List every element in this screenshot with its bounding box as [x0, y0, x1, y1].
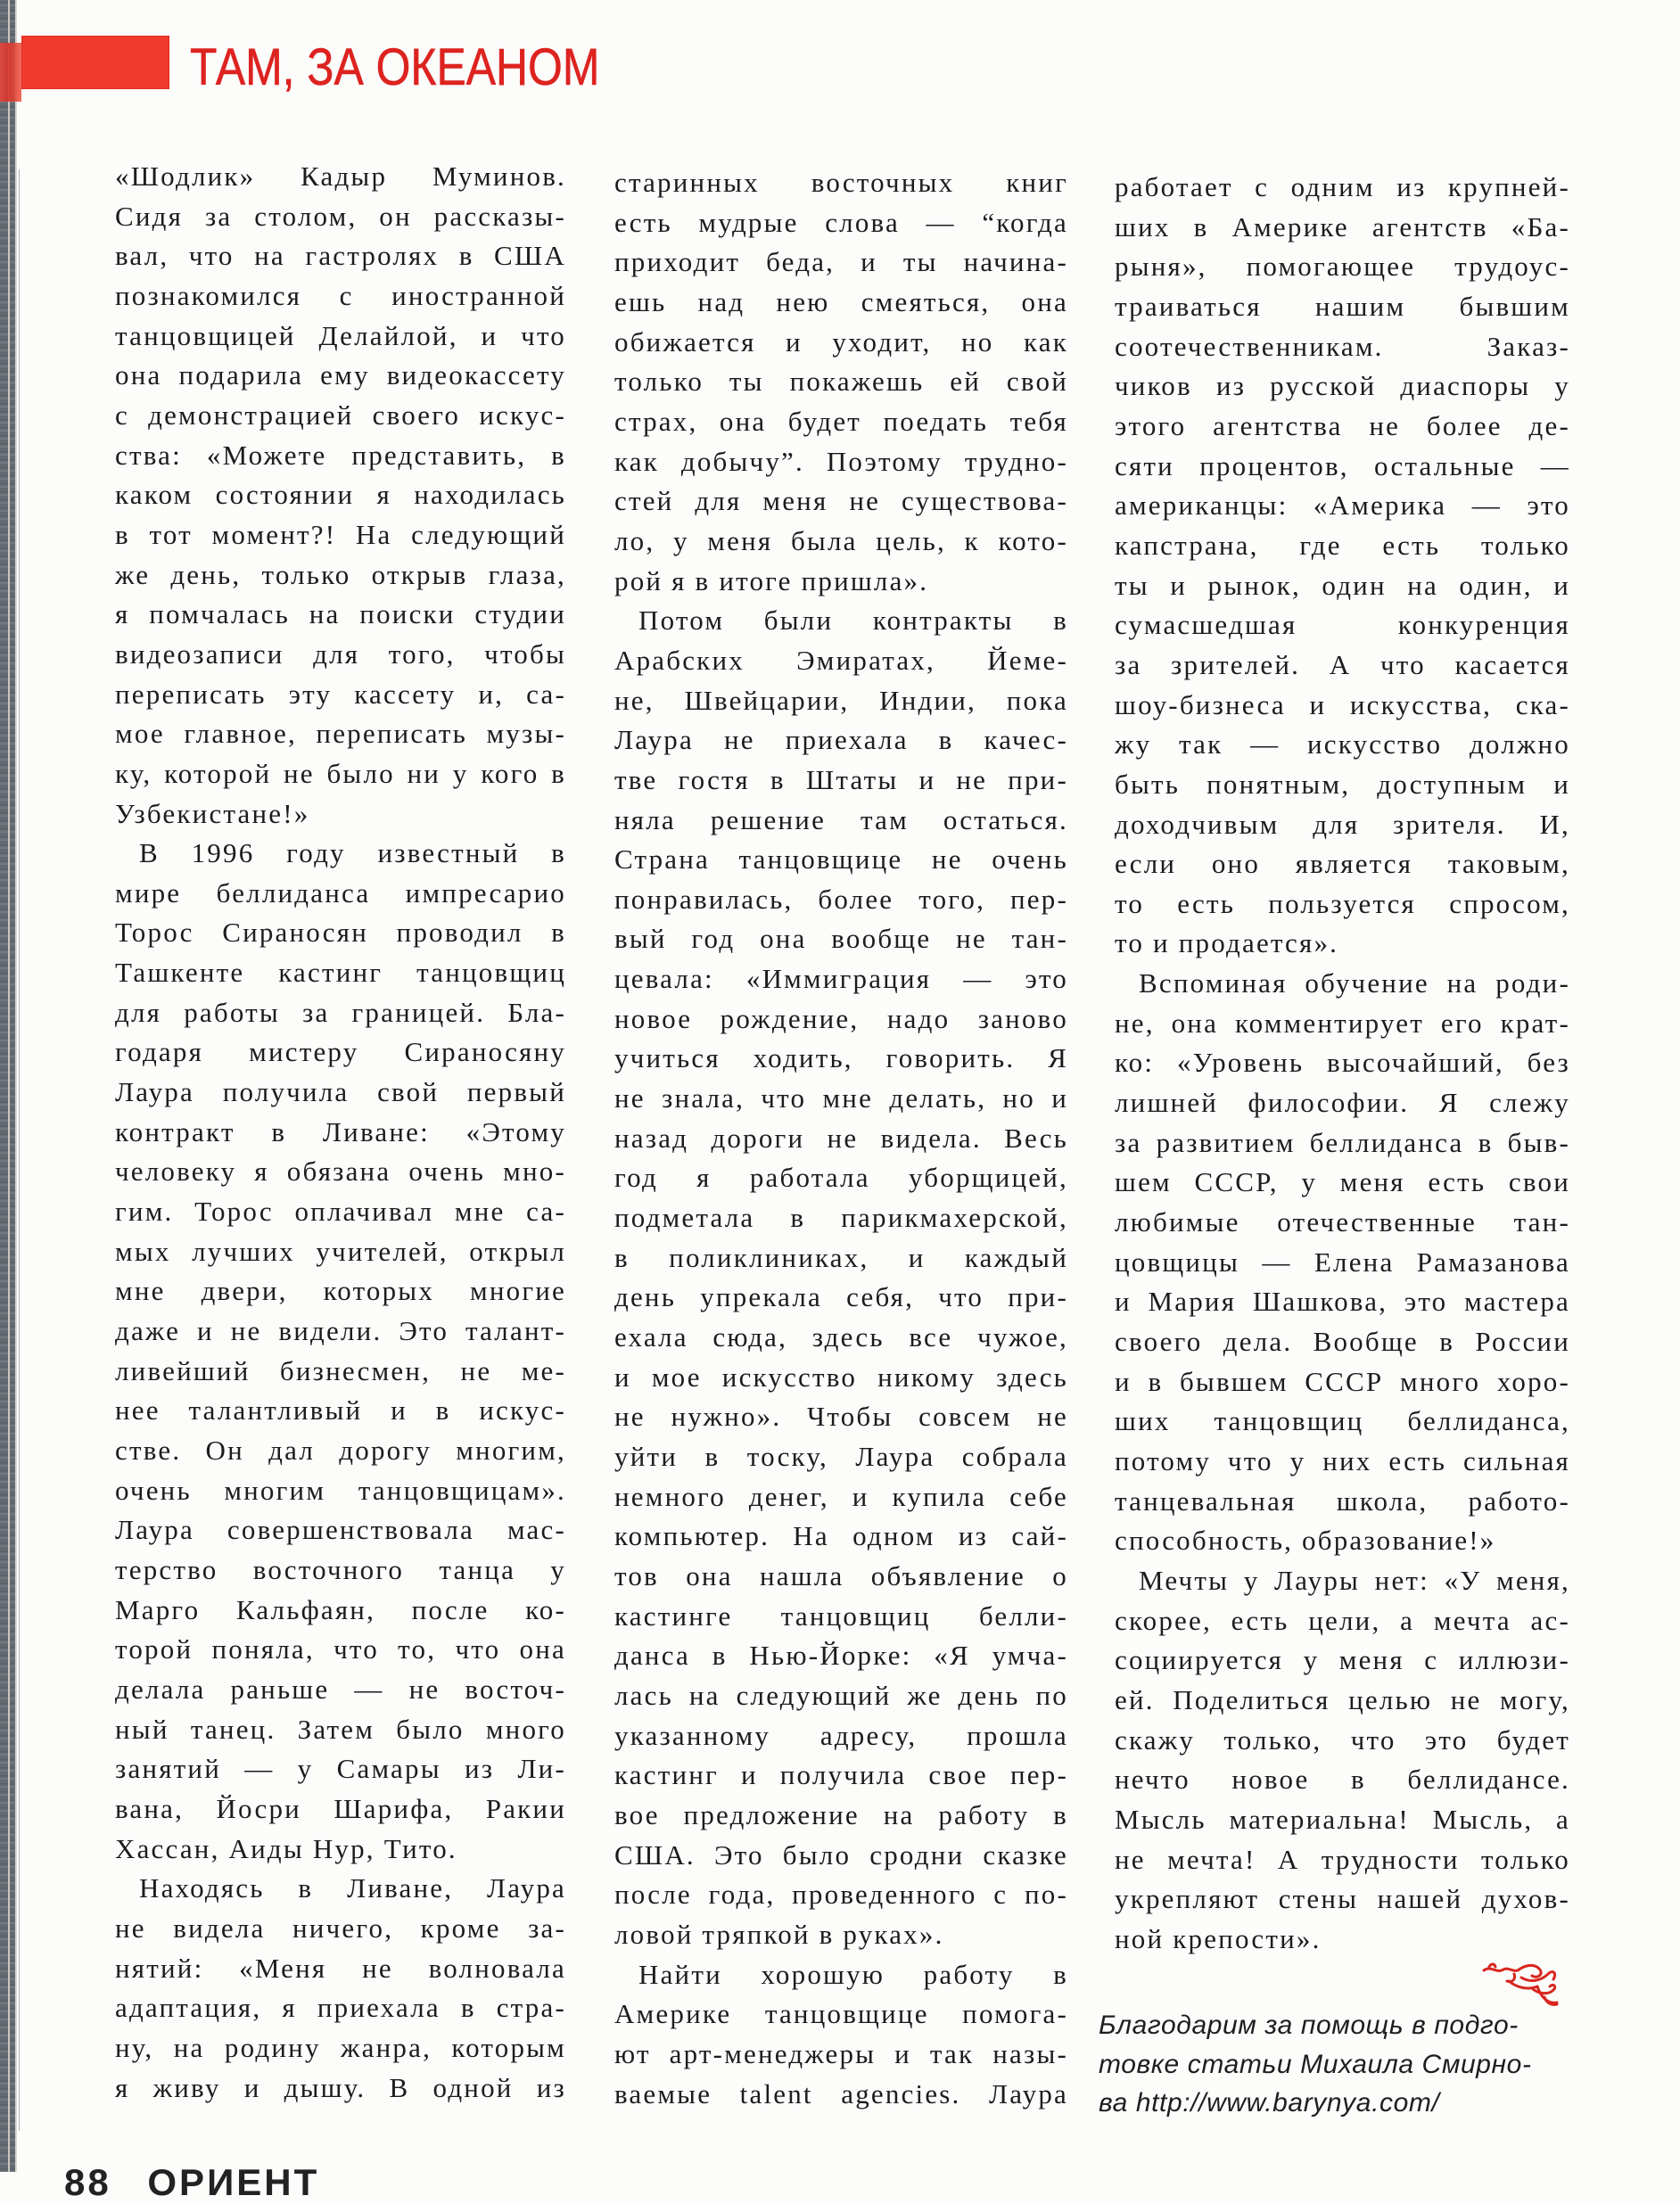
text-line: не знала, что мне делать, но и [614, 1082, 1068, 1114]
text-line: Узбекистане!» [115, 797, 310, 829]
text-line: рой я в итоге пришла». [614, 564, 929, 596]
text-line: учиться ходить, говорить. Я [614, 1042, 1068, 1074]
text-line: и Мария Шашкова, это мастера [1115, 1286, 1570, 1318]
text-line: Ташкенте кастинг танцовщиц [115, 957, 566, 989]
text-line: Сидя за столом, он рассказы- [115, 200, 566, 232]
text-line: ловой тряпкой в руках». [614, 1918, 944, 1950]
text-line: с демонстрацией своего искус- [115, 399, 566, 431]
text-line: Найти хорошую работу в [638, 1958, 1068, 1990]
text-line: нятий: «Меня не волновала [115, 1952, 566, 1984]
text-line: понравилась, более того, пер- [614, 883, 1068, 915]
text-line: компьютер. На одном из сай- [614, 1520, 1068, 1552]
text-line: и мое искусство никому здесь [614, 1361, 1068, 1393]
text-line: В 1996 году известный в [139, 837, 566, 869]
text-line: стве. Он дал дорогу многим, [115, 1435, 566, 1466]
text-line: же день, только открыв глаза, [115, 558, 566, 590]
text-line: указанному адресу, прошла [614, 1719, 1068, 1751]
text-line: даже и не видели. Это талант- [115, 1315, 566, 1347]
text-line: годаря мистеру Сираносяну [115, 1036, 566, 1068]
text-line: «Шодлик» Кадыр Муминов. [115, 160, 566, 192]
text-line: новое рождение, надо заново [614, 1002, 1068, 1034]
section-title: ТАМ, ЗА ОКЕАНОМ [190, 38, 600, 96]
text-line: мых лучших учителей, открыл [115, 1235, 566, 1267]
text-line: контракт в Ливане: «Этому [115, 1115, 566, 1147]
text-line: цевала: «Иммиграция — это [614, 963, 1068, 995]
page-binding-edge [0, 0, 17, 2172]
article-column-3 [1115, 168, 1570, 1960]
credit-line: товке статьи Михаила Смирно- [1099, 2049, 1532, 2079]
text-line: уйти в тоску, Лаура собрала [614, 1441, 1068, 1472]
text-line: ты и рынок, один на один, и [1115, 569, 1570, 601]
text-line: социируется у меня с иллюзи- [1115, 1644, 1570, 1676]
text-line: занятий — у Самары из Ли- [115, 1753, 566, 1785]
text-line: Потом были контракты в [638, 604, 1068, 637]
text-line: Лаура совершенствовала мас- [115, 1514, 566, 1546]
text-line: познакомился с иностранной [115, 279, 566, 311]
credit-line: Благодарим за помощь в подго- [1099, 2011, 1519, 2040]
text-line: танцовщицей Делайлой, и что [115, 319, 566, 351]
text-line: торой поняла, что то, что она [115, 1633, 566, 1665]
text-line: ло, у меня была цель, к кото- [614, 524, 1068, 556]
text-line: вый год она вообще не тан- [614, 923, 1068, 955]
article-column-1 [115, 157, 566, 2108]
text-line: видеозаписи для того, чтобы [115, 637, 566, 670]
text-line: Лаура получила свой первый [115, 1076, 566, 1108]
text-line: год я работала уборщицей, [614, 1162, 1068, 1194]
text-line: как добычу”. Поэтому трудно- [614, 445, 1068, 477]
text-line: потому что у них есть сильная [1115, 1445, 1570, 1476]
text-line: работает с одним из крупней- [1115, 171, 1570, 202]
text-line: ко: «Уровень высочайший, без [1115, 1047, 1570, 1079]
text-line: кастинг и получила свое пер- [614, 1759, 1068, 1791]
acknowledgement-credit [1099, 2006, 1580, 2123]
section-color-block [21, 36, 169, 89]
text-line: подметала в парикмахерской, [614, 1202, 1068, 1234]
text-line: жу так — искусство должно [1115, 728, 1570, 761]
text-line: американцы: «Америка — это [1115, 489, 1570, 522]
text-line: старинных восточных книг [614, 167, 1068, 198]
text-line: лась на следующий же день по [614, 1679, 1068, 1711]
text-line: капстрана, где есть только [1115, 529, 1570, 561]
text-line: соотечественникам. Заказ- [1115, 330, 1570, 362]
text-line: вое предложение на работу в [614, 1798, 1068, 1830]
text-line: день упрекала себя, что при- [614, 1281, 1068, 1313]
text-line: Страна танцовщице не очень [614, 843, 1068, 876]
text-line: в поликлиниках, и каждый [614, 1241, 1068, 1273]
text-line: не мечта! А трудности только [1115, 1843, 1570, 1875]
text-line: я живу и дышу. В одной из [115, 2071, 566, 2103]
text-line: делала раньше — не восточ- [115, 1673, 566, 1705]
text-line: Арабских Эмиратах, Йеме- [614, 644, 1068, 676]
text-line: шем СССР, у меня есть свои [1115, 1166, 1570, 1198]
text-line: только ты покажешь ей свой [614, 366, 1068, 398]
page-number: 88 [64, 2161, 111, 2203]
text-line: ших в Америке агентств «Ба- [1115, 210, 1570, 243]
credit-line-with-link: ва http://www.barynya.com/ [1099, 2088, 1440, 2118]
text-line: Находясь в Ливане, Лаура [139, 1872, 566, 1904]
text-line: цовщицы — Елена Рамазанова [1115, 1246, 1570, 1278]
text-line: мне двери, которых многие [115, 1275, 566, 1307]
text-line: и в бывшем СССР много хоро- [1115, 1365, 1570, 1397]
text-line: кастинге танцовщиц белли- [614, 1600, 1068, 1632]
text-line: нее талантливый и в искус- [115, 1394, 566, 1427]
text-line: ваемые talent agencies. Лаура [614, 2077, 1068, 2109]
text-line: траиваться нашим бывшим [1115, 290, 1570, 322]
text-line: любимые отечественные тан- [1115, 1206, 1570, 1238]
margin-rule [19, 169, 20, 2131]
text-line: лишней философии. Я слежу [1115, 1087, 1570, 1119]
text-line: то есть пользуется спросом, [1115, 887, 1570, 919]
text-line: скорее, есть цели, а мечта ас- [1115, 1604, 1570, 1636]
text-line: приходит беда, и ты начина- [614, 246, 1068, 278]
text-line: Торос Сираносян проводил в [115, 917, 566, 949]
magazine-name: ОРИЕНТ [147, 2161, 320, 2203]
text-line: скажу только, что это будет [1115, 1723, 1570, 1756]
text-line: обижается и уходит, но как [614, 325, 1068, 358]
text-line: каком состоянии я находилась [115, 479, 566, 511]
text-line: гим. Торос оплачивал мне са- [115, 1196, 566, 1228]
text-line: ства: «Можете представить, в [115, 439, 566, 471]
text-line: Вспоминая обучение на роди- [1139, 967, 1570, 999]
text-line: тов она нашла объявление о [614, 1559, 1068, 1591]
text-line: доходчивым для зрителя. И, [1115, 808, 1570, 840]
text-line: стей для меня не существова- [614, 485, 1068, 517]
binding-red-mark [0, 43, 21, 102]
text-line: быть понятным, доступным и [1115, 768, 1570, 800]
text-line: не видела ничего, кроме за- [115, 1912, 566, 1944]
text-line: ехала сюда, здесь все чужое, [614, 1321, 1068, 1353]
text-line: за развитием беллиданса в быв- [1115, 1126, 1570, 1158]
text-line: США. Это было сродни сказке [614, 1838, 1068, 1871]
text-line: назад дороги не видела. Весь [614, 1122, 1068, 1154]
text-line: Америке танцовщице помога- [614, 1998, 1068, 2030]
text-line: шоу-бизнеса и искусства, ска- [1115, 688, 1570, 720]
text-line: не, Швейцарии, Индии, пока [614, 684, 1068, 716]
text-line: вана, Йосри Шарифа, Ракии [115, 1792, 566, 1824]
text-line: переписать эту кассету и, са- [115, 678, 566, 710]
text-line: то и продается». [1115, 927, 1339, 959]
text-line: этого агентства не более де- [1115, 409, 1570, 441]
text-line: данса в Нью-Йорке: «Я умча- [614, 1640, 1068, 1672]
text-line: для работы за границей. Бла- [115, 996, 566, 1028]
text-line: человеку я обязана очень мно- [115, 1155, 566, 1188]
text-line: она подарила ему видеокассету [115, 359, 566, 391]
text-line: сумасшедшая конкуренция [1115, 609, 1570, 641]
article-column-2 [614, 163, 1068, 2114]
text-line: Мечты у Лауры нет: «У меня, [1139, 1564, 1570, 1596]
text-line: танцевальная школа, работо- [1115, 1484, 1570, 1517]
text-line: мире беллиданса импресарио [115, 876, 566, 909]
text-line: за зрителей. А что касается [1115, 648, 1570, 680]
text-line: ну, на родину жанра, которым [115, 2031, 566, 2063]
text-line: немного денег, и купила себе [614, 1480, 1068, 1512]
text-line: в тот момент?! На следующий [115, 518, 566, 550]
text-line: ешь над нею смеяться, она [614, 285, 1068, 317]
text-line: ют арт-менеджеры и так назы- [614, 2037, 1068, 2069]
text-line: няла решение там остаться. [614, 803, 1068, 835]
text-line: способность, образование!» [1115, 1525, 1496, 1557]
text-line: укрепляют стены нашей духов- [1115, 1883, 1570, 1915]
red-floral-ornament-icon [1482, 1961, 1559, 2008]
text-line: не, она комментирует его крат- [1115, 1007, 1570, 1039]
text-line: ный танец. Затем было много [115, 1713, 566, 1745]
text-line: я помчалась на поиски студии [115, 598, 566, 630]
text-line: мое главное, переписать музы- [115, 718, 566, 750]
text-line: после года, проведенного с по- [614, 1879, 1068, 1911]
text-line: ной крепости». [1115, 1922, 1322, 1954]
text-line: сяти процентов, остальные — [1115, 449, 1570, 481]
text-line: вал, что на гастролях в США [115, 240, 566, 272]
text-line: рыня», помогающее трудоус- [1115, 251, 1570, 283]
text-line: терство восточного танца у [115, 1553, 566, 1585]
text-line: не нужно». Чтобы совсем не [614, 1401, 1068, 1433]
text-line: ку, которой не было ни у кого в [115, 757, 566, 789]
text-line: Хассан, Аиды Нур, Тито. [115, 1832, 457, 1864]
text-line: Лаура не приехала в качес- [614, 724, 1068, 756]
text-line: если оно является таковым, [1115, 848, 1570, 880]
text-line: Мысль материальна! Мысль, а [1115, 1803, 1570, 1835]
text-line: адаптация, я приехала в стра- [115, 1992, 566, 2024]
text-line: тве гостя в Штаты и не при- [614, 763, 1068, 795]
text-line: чиков из русской диаспоры у [1115, 370, 1570, 402]
text-line: Марго Кальфаян, после ко- [115, 1593, 566, 1625]
text-line: есть мудрые слова — “когда [614, 206, 1068, 238]
text-line: страх, она будет поедать тебя [614, 405, 1068, 437]
text-line: ливейший бизнесмен, не ме- [115, 1354, 566, 1386]
text-line: ей. Поделиться целью не могу, [1115, 1683, 1570, 1715]
text-line: своего дела. Вообще в России [1115, 1326, 1570, 1358]
text-line: ших танцовщиц беллиданса, [1115, 1405, 1570, 1437]
text-line: нечто новое в беллидансе. [1115, 1764, 1570, 1796]
text-line: очень многим танцовщицам». [115, 1474, 566, 1506]
page-footer [64, 2161, 319, 2204]
